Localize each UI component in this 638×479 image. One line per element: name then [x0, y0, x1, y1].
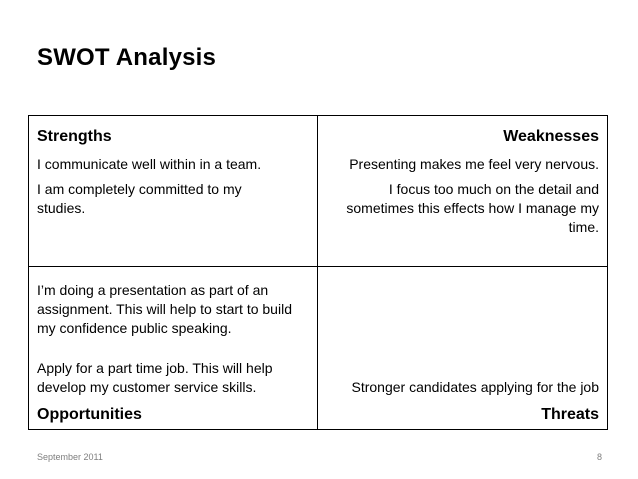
- opportunities-cell: [29, 267, 318, 429]
- strengths-heading: Strengths: [37, 128, 112, 145]
- swot-table: [28, 115, 608, 430]
- threats-heading: Threats: [541, 406, 599, 423]
- strengths-item: I am completely committed to my studies.: [37, 181, 242, 216]
- weaknesses-item: I focus too much on the detail and sometimes this effects how I manage my time.: [346, 181, 599, 235]
- opportunities-heading: Opportunities: [37, 406, 142, 423]
- weaknesses-heading: Weaknesses: [503, 128, 599, 145]
- footer-page-number: 8: [596, 452, 602, 462]
- slide-title: SWOT Analysis: [37, 44, 217, 71]
- threats-item: Stronger candidates applying for the job: [351, 379, 599, 395]
- strengths-cell: [29, 116, 318, 267]
- weaknesses-item: Presenting makes me feel very nervous.: [349, 156, 599, 172]
- weaknesses-cell: [318, 116, 607, 267]
- opportunities-item: I’m doing a presentation as part of an assignment. This will help to start to build my confidence public speaking.: [37, 282, 292, 336]
- opportunities-item: Apply for a part time job. This will help develop my customer service skills.: [37, 360, 273, 395]
- strengths-item: I communicate well within in a team.: [37, 156, 262, 172]
- footer-date: September 2011: [37, 452, 103, 462]
- threats-cell: [318, 267, 607, 429]
